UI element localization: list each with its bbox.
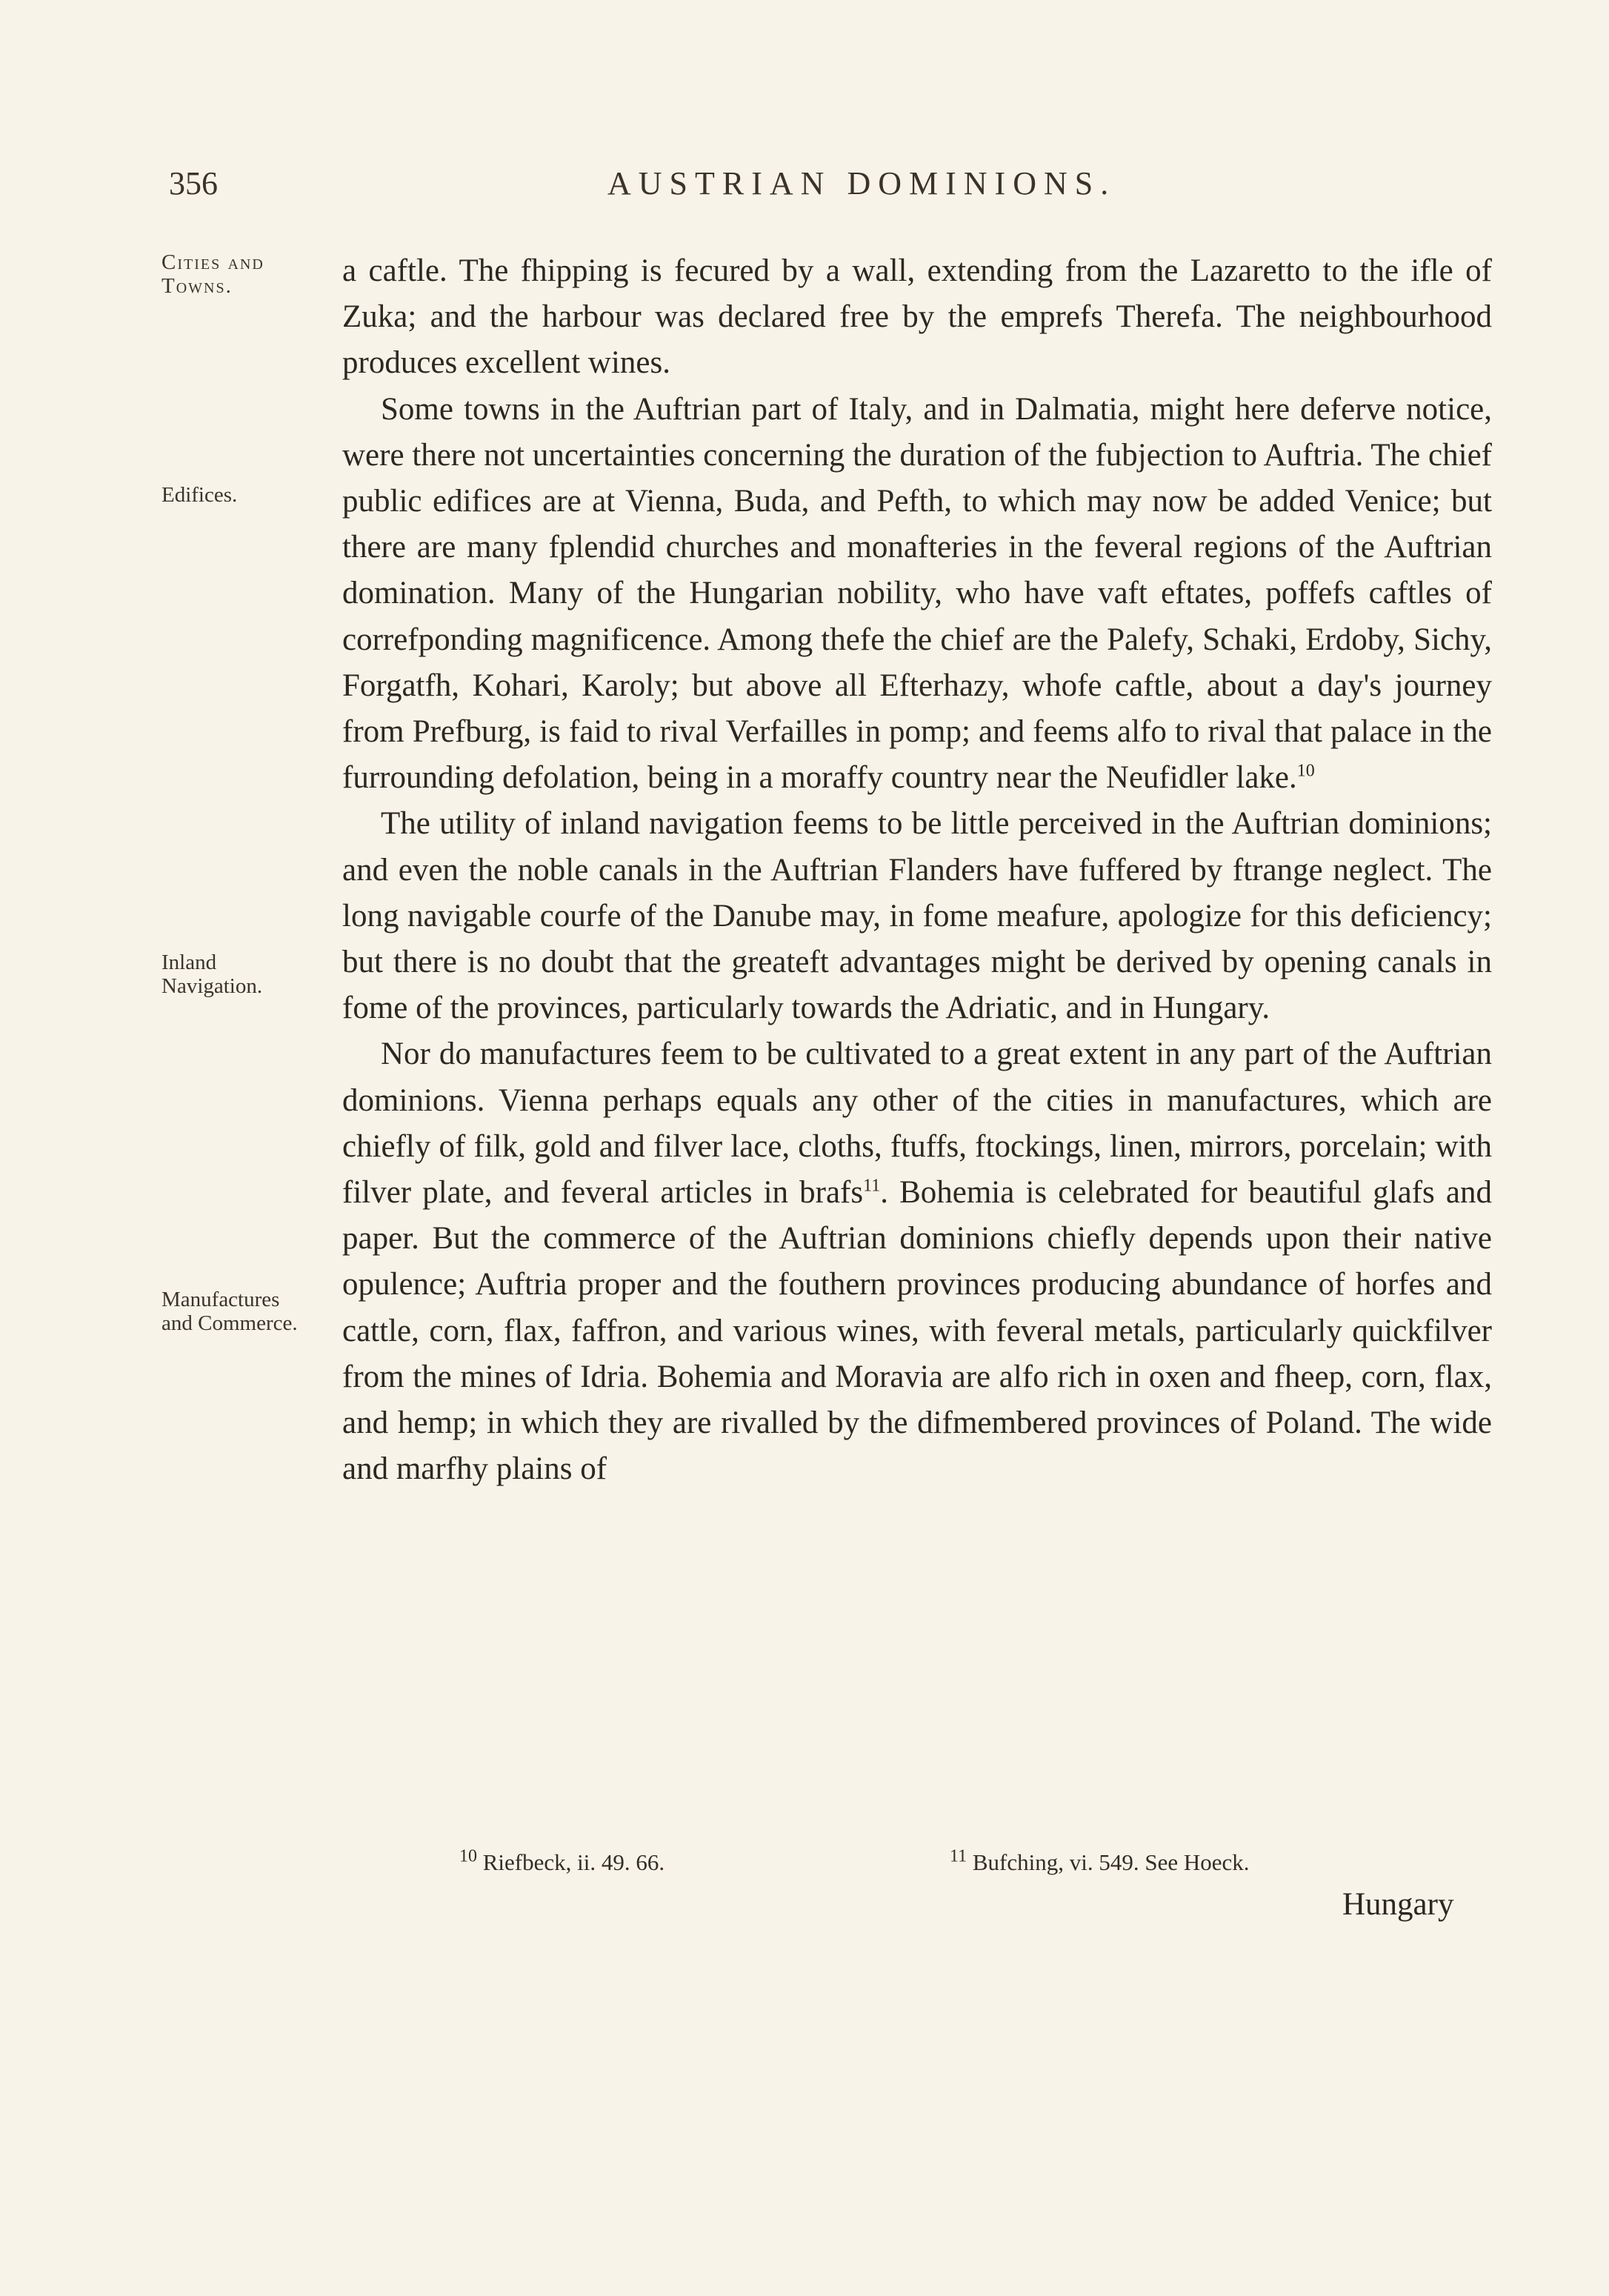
catchword: Hungary [1342, 1887, 1454, 1922]
footnote-11 [950, 1846, 1250, 1876]
paragraph-continuation: a caftle. The fhipping is fecured by a wall, extending from the Lazaretto to the ifle of Zuka; and the harbour was declared free by the emprefs Therefa. The neighbourhood produces excellent wines. [342, 253, 1492, 381]
margin-note-cities: Cities and Towns. [161, 250, 264, 298]
paragraph-navigation: The utility of inland navigation feems to be little perceived in the Auftrian dominions; and even the noble canals in the Auftrian Flanders have fuffered by ftrange neglect. The long navigable courfe of the Danube may, in fome meafure, apologize for this deficiency; but there is no doubt that the greateft advantages might be derived by opening canals in fome of the provinces, particularly towards the Adriatic, and in Hungary. [342, 806, 1492, 1026]
body-text [342, 248, 1492, 1492]
page-number: 356 [169, 165, 218, 202]
margin-note-edifices: Edifices. [161, 483, 238, 507]
paragraph-manufactures [342, 1031, 1492, 1492]
footnote-mark: 11 [950, 1846, 967, 1866]
paragraph-manufactures-text-b: . Bohemia is celebrated for beautiful glafs and paper. But the commerce of the Auftrian dominions chiefly depends upon their native opulence; Auftria proper and the fouthern provinces producing abundance of horfes and cattle, corn, flax, faffron, and various wines, with feveral metals, particularly quickfilver from the mines of Idria. Bohemia and Moravia are alfo rich in oxen and fheep, corn, flax, and hemp; in which they are rivalled by the difmembered provinces of Poland. The wide and marfhy plains of [342, 1175, 1492, 1487]
footnote-text: Riefbeck, ii. 49. 66. [482, 1849, 665, 1875]
footnote-text: Bufching, vi. 549. See Hoeck. [972, 1849, 1250, 1875]
paragraph-manufactures-text-a: Nor do manufactures feem to be cultivated to a great extent in any part of the Auftrian dominions. Vienna perhaps equals any other of the cities in manufactures, which are chiefly of filk, gold and filver lace, cloths, ftuffs, ftockings, linen, mirrors, porcelain; with filver plate, and feveral articles in brafs [342, 1036, 1492, 1211]
footnote-mark: 10 [459, 1846, 477, 1866]
footnote-ref-10: 10 [1296, 761, 1315, 781]
margin-note-manufactures: Manufactures and Commerce. [161, 1288, 298, 1335]
footnote-10 [459, 1846, 665, 1876]
running-title: AUSTRIAN DOMINIONS. [607, 165, 1116, 202]
paragraph-edifices-text: Some towns in the Auftrian part of Italy, and in Dalmatia, might here deferve notice, were there not uncertainties concerning the duration of the fubjection to Auftria. The chief public edifices are at Vienna, Buda, and Pefth, to which may now be added Venice; but there are many fplendid churches and monafteries in the feveral regions of the Auftrian domination. Many of the Hungarian nobility, who have vaft eftates, poffefs caftles of correfponding magnificence. Among thefe the chief are the Palefy, Schaki, Erdoby, Sichy, Forgatfh, Kohari, Karoly; but above all Efterhazy, whofe caftle, about a day's journey from Prefburg, is faid to rival Verfailles in pomp; and feems alfo to rival that palace in the furrounding defolation, being in a moraffy country near the Neufidler lake. [342, 391, 1492, 796]
margin-note-navigation: Inland Navigation. [161, 951, 263, 998]
paragraph-edifices [342, 387, 1492, 802]
footnote-ref-11: 11 [863, 1176, 881, 1196]
